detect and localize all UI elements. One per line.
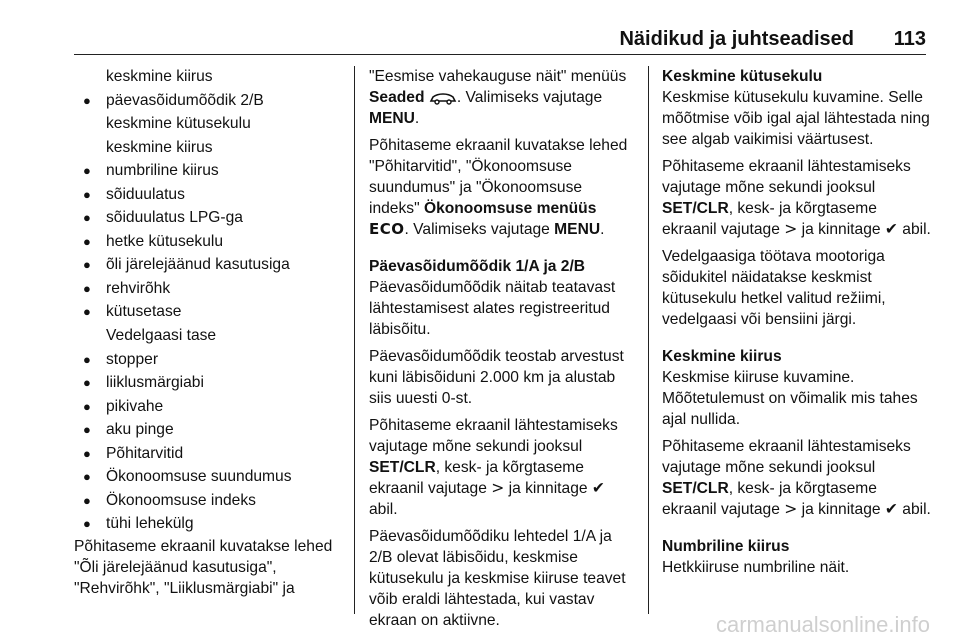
heading-average-fuel: Keskmine kütusekulu	[662, 68, 823, 85]
list-item: ● Ökonoomsuse suundumus	[74, 466, 344, 487]
heading-digital-speed: Numbriline kiirus	[662, 538, 790, 555]
arrow-right-icon: >	[784, 220, 798, 238]
heading-trip-odometer: Päevasõidumõõdik 1/A ja 2/B	[369, 258, 586, 275]
list-item: ● päevasõidumõõdik 2/B	[74, 90, 344, 111]
list-item: ● Põhitarvitid	[74, 443, 344, 464]
column-3	[662, 66, 932, 584]
col3-paragraph-1: Keskmise kütusekulu kuvamine. Selle mõõtmise võib igal ajal lähtestada ning see algab vaikimisi väärtusest.	[662, 89, 930, 148]
col2-paragraph-4: Päevasõidumõõdik teostab arvestust kuni läbisõiduni 2.000 km ja alustab siis uuesti 0-st.	[369, 348, 624, 407]
list-item: keskmine kütusekulu	[106, 115, 251, 133]
col2-paragraph-2: Põhitaseme ekraanil kuvatakse lehed "Põhitarvitid", "Ökonoomsuse suundumus" ja "Ökonoomsuse indeks" Ökonoomsuse menüüs ECO. Valimiseks vajutage MENU.	[369, 137, 628, 238]
list-item: ● sõiduulatus	[74, 184, 344, 205]
list-item: ● rehvirõhk	[74, 278, 344, 299]
display-pages-list	[74, 66, 344, 534]
col2-paragraph-1: "Eesmise vahekauguse näit" menüüs Seaded . Valimiseks vajutage MENU.	[369, 68, 627, 127]
heading-average-speed: Keskmine kiirus	[662, 348, 782, 365]
arrow-right-icon: >	[491, 479, 505, 497]
list-item: keskmine kiirus	[106, 138, 213, 156]
check-icon: ✔	[884, 220, 898, 238]
header-rule	[74, 54, 926, 55]
col2-paragraph-3: Päevasõidumõõdik näitab teatavast lähtestamisest alates registreeritud läbisõitu.	[369, 279, 616, 338]
page-header	[74, 26, 926, 52]
page-title: Näidikud ja juhtseadised	[619, 28, 854, 50]
list-item: ● pikivahe	[74, 396, 344, 417]
eco-icon: ECO	[369, 220, 405, 238]
list-item: Vedelgaasi tase	[106, 327, 217, 345]
list-item: ● stopper	[74, 349, 344, 370]
list-item: ● kütusetase	[74, 301, 344, 322]
col3-paragraph-5: Põhitaseme ekraanil lähtestamiseks vajutage mõne sekundi jooksul SET/CLR, kesk- ja kõrgtaseme ekraanil vajutage > ja kinnitage ✔ abil.	[662, 438, 931, 518]
check-icon: ✔	[884, 500, 898, 518]
col2-paragraph-5: Põhitaseme ekraanil lähtestamiseks vajutage mõne sekundi jooksul SET/CLR, kesk- ja kõrgtaseme ekraanil vajutage > ja kinnitage ✔ abil.	[369, 417, 618, 518]
list-item: keskmine kiirus	[106, 68, 213, 85]
col3-paragraph-6: Hetkkiiruse numbriline näit.	[662, 559, 850, 576]
column-2	[369, 66, 635, 637]
col2-paragraph-6: Päevasõidumõõdiku lehtedel 1/A ja 2/B olevat läbisõidu, keskmise kütusekulu ja keskmise kiiruse teavet võib eraldi lähtestada, kui vastav ekraan on aktiivne.	[369, 528, 626, 629]
list-item: ● liiklusmärgiabi	[74, 372, 344, 393]
column-divider-2	[648, 66, 649, 614]
col3-paragraph-2: Põhitaseme ekraanil lähtestamiseks vajutage mõne sekundi jooksul SET/CLR, kesk- ja kõrgtaseme ekraanil vajutage > ja kinnitage ✔ abil.	[662, 158, 931, 238]
column-divider-1	[354, 66, 355, 614]
list-item: ● õli järelejäänud kasutusiga	[74, 254, 344, 275]
list-item: ● sõiduulatus LPG-ga	[74, 207, 344, 228]
list-item: ● aku pinge	[74, 419, 344, 440]
list-item: ● Ökonoomsuse indeks	[74, 490, 344, 511]
list-item: ● numbriline kiirus	[74, 160, 344, 181]
page-number: 113	[893, 28, 926, 50]
list-item: ● tühi lehekülg	[74, 513, 344, 534]
column-1	[74, 66, 344, 605]
list-item: ● hetke kütusekulu	[74, 231, 344, 252]
col3-paragraph-3: Vedelgaasiga töötava mootoriga sõidukitel näidatakse keskmist kütusekulu hetkel valitud režiimi, vedelgaasi või bensiini järgi.	[662, 248, 886, 328]
arrow-right-icon: >	[784, 500, 798, 518]
car-settings-icon	[429, 91, 457, 105]
watermark: carmanualsonline.info	[715, 612, 930, 637]
col3-paragraph-4: Keskmise kiiruse kuvamine. Mõõtetulemust on võimalik mis tahes ajal nullida.	[662, 369, 918, 428]
column-1-closing-text: Põhitaseme ekraanil kuvatakse lehed "Õli järelejäänud kasutusiga", "Rehvirõhk", "Liiklusmärgiabi" ja	[74, 537, 333, 597]
check-icon: ✔	[591, 479, 605, 497]
